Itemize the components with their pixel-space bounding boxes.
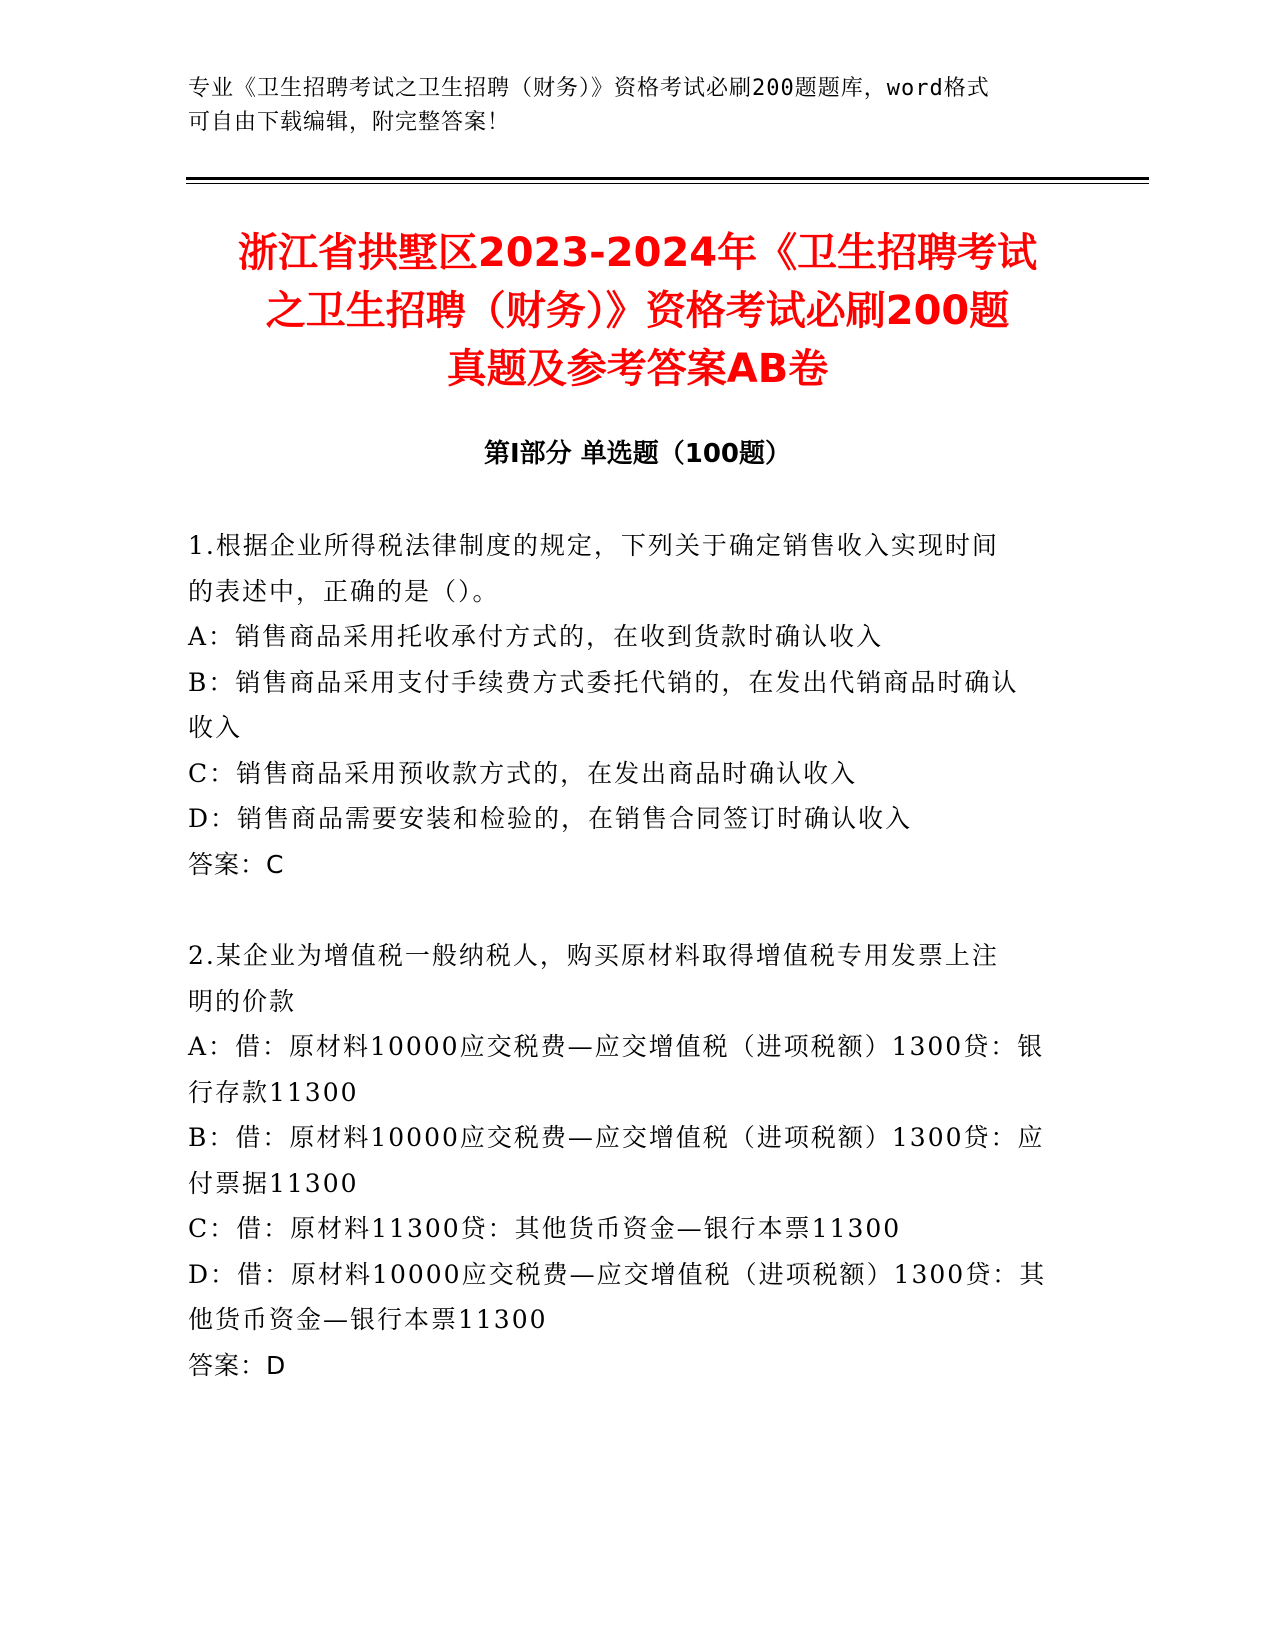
- option-a: A：借：原材料10000应交税费—应交增值税（进项税额）1300贷：银: [188, 1032, 1045, 1061]
- option-d: D：销售商品需要安装和检验的，在销售合同签订时确认收入: [188, 804, 913, 833]
- option-a: A：销售商品采用托收承付方式的，在收到货款时确认收入: [188, 622, 884, 651]
- title-line-1: 浙江省拱墅区2023-2024年《卫生招聘考试: [237, 230, 1038, 276]
- header-note-line-1: 专业《卫生招聘考试之卫生招聘（财务）》资格考试必刷200题题库，word格式: [188, 76, 990, 101]
- option-b: B：销售商品采用支付手续费方式委托代销的，在发出代销商品时确认: [188, 667, 1019, 697]
- document-title: [190, 224, 1085, 398]
- question-1: [188, 523, 1088, 887]
- answer-label: 答案：D: [188, 1350, 287, 1380]
- answer-label: 答案：C: [188, 849, 285, 879]
- question-list: [188, 523, 1088, 1434]
- question-stem-continued: 的表述中，正确的是（）。: [188, 576, 500, 606]
- question-2: [188, 933, 1088, 1388]
- header-divider-thick: [186, 177, 1149, 180]
- title-line-2: 之卫生招聘（财务）》资格考试必刷200题: [265, 288, 1010, 334]
- header-note-line-2: 可自由下载编辑，附完整答案！: [188, 110, 511, 135]
- question-stem-continued: 明的价款: [188, 986, 297, 1016]
- option-b-continued: 付票据11300: [188, 1168, 359, 1198]
- option-d: D：借：原材料10000应交税费—应交增值税（进项税额）1300贷：其: [188, 1259, 1047, 1289]
- question-stem: 1.根据企业所得税法律制度的规定，下列关于确定销售收入实现时间: [188, 531, 999, 560]
- question-stem: 2.某企业为增值税一般纳税人，购买原材料取得增值税专用发票上注: [188, 941, 999, 970]
- option-d-continued: 他货币资金—银行本票11300: [188, 1305, 548, 1334]
- document-header-note: [188, 72, 1068, 140]
- option-b: B：借：原材料10000应交税费—应交增值税（进项税额）1300贷：应: [188, 1123, 1045, 1152]
- title-line-3: 真题及参考答案AB卷: [446, 346, 829, 392]
- option-a-continued: 行存款11300: [188, 1077, 359, 1107]
- section-title: 第I部分 单选题（100题）: [484, 439, 791, 469]
- option-c: C：销售商品采用预收款方式的，在发出商品时确认收入: [188, 758, 858, 788]
- option-c: C：借：原材料11300贷：其他货币资金—银行本票11300: [188, 1214, 902, 1243]
- header-divider-thin: [186, 183, 1149, 184]
- option-b-continued: 收入: [188, 713, 243, 742]
